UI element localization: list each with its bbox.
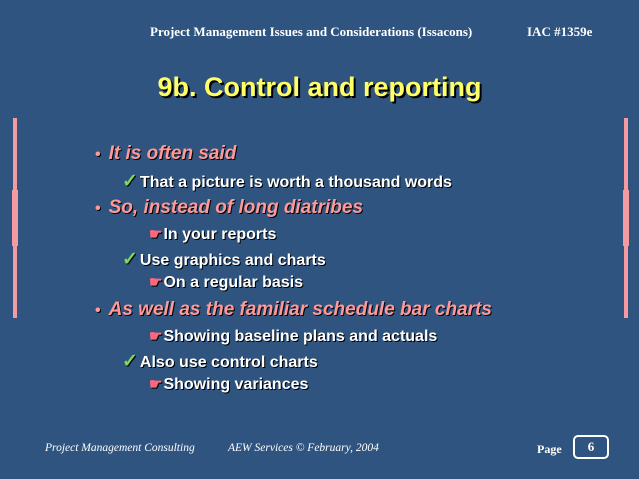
footer-organization: Project Management Consulting — [45, 442, 195, 454]
list-item — [122, 350, 318, 373]
list-item-text: In your reports — [163, 226, 277, 243]
list-item — [95, 143, 236, 165]
list-item — [149, 327, 437, 346]
list-item-text: Use graphics and charts — [139, 252, 326, 269]
list-item — [149, 273, 303, 292]
right-accent-segment — [623, 190, 629, 246]
list-item-text: On a regular basis — [163, 274, 304, 291]
check-icon: ✓ — [122, 171, 138, 192]
pointing-hand-icon: ☛ — [149, 376, 163, 393]
slide-title: 9b. Control and reporting — [157, 72, 482, 102]
right-accent-bar — [624, 118, 628, 318]
list-item — [95, 197, 363, 219]
course-title: Project Management Issues and Considerations (Issacons) — [150, 24, 473, 39]
list-item — [122, 170, 452, 193]
list-item-text: It is often said — [108, 143, 237, 164]
check-icon: ✓ — [122, 249, 138, 270]
check-icon: ✓ — [122, 351, 138, 372]
pointing-hand-icon: ☛ — [149, 328, 163, 345]
list-item-text: Showing baseline plans and actuals — [163, 328, 438, 345]
list-item — [122, 248, 326, 271]
pointing-hand-icon: ☛ — [149, 274, 163, 291]
bullet-marker: • — [95, 302, 101, 319]
left-accent-bar — [13, 118, 17, 318]
list-item — [149, 375, 308, 394]
list-item-text: So, instead of long diatribes — [108, 197, 364, 218]
list-item-text: Also use control charts — [139, 354, 318, 371]
left-accent-segment — [12, 190, 18, 246]
list-item-text: That a picture is worth a thousand words — [139, 174, 452, 191]
list-item-text: As well as the familiar schedule bar charts — [108, 299, 492, 320]
bullet-marker: • — [95, 200, 101, 217]
pointing-hand-icon: ☛ — [149, 226, 163, 243]
page-number: 6 — [573, 435, 609, 459]
bullet-marker: • — [95, 146, 101, 163]
footer-copyright: AEW Services © February, 2004 — [228, 442, 379, 454]
page-label: Page — [537, 442, 562, 456]
course-code: IAC #1359e — [527, 24, 593, 39]
list-item-text: Showing variances — [163, 376, 309, 393]
list-item — [95, 299, 492, 321]
list-item — [149, 225, 276, 244]
